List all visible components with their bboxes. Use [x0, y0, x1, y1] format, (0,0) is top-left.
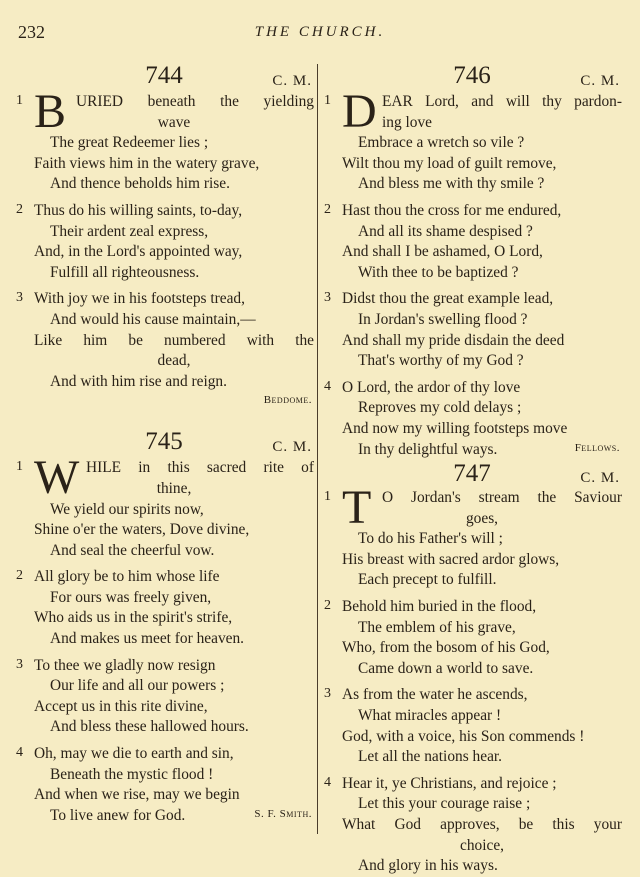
- verse-line: What miracles appear !: [358, 707, 502, 725]
- verse-line: And shall I be ashamed, O Lord,: [342, 243, 543, 261]
- verse-2: [14, 201, 314, 283]
- verse-number: 1: [324, 489, 331, 505]
- verse-line: Didst thou the great example lead,: [342, 290, 554, 308]
- verse-line: In Jordan's swelling flood ?: [358, 310, 528, 328]
- verse-line: His breast with sacred ardor glows,: [342, 550, 560, 568]
- hymn-meter: C. M.: [580, 73, 620, 89]
- verse-number: 2: [16, 201, 23, 217]
- verse-line: What God approves, be this your: [342, 816, 622, 833]
- verse-line: And would his cause maintain,—: [50, 310, 256, 328]
- hymn-author: Beddome.: [263, 394, 312, 407]
- verse-number: 3: [324, 686, 331, 702]
- verse-line-continuation: goes,: [465, 509, 499, 527]
- verse-line: Oh, may we die to earth and sin,: [34, 745, 234, 763]
- verse-3: [322, 289, 622, 371]
- verse-line: HILE in this sacred rite of: [86, 459, 314, 477]
- running-title: THE CHURCH.: [254, 24, 386, 40]
- verse-number: 2: [324, 598, 331, 614]
- verse-number: 3: [16, 290, 23, 306]
- hymn-number: 747: [453, 460, 491, 488]
- verse-line: For ours was freely given,: [50, 588, 212, 606]
- verse-line: Accept us in this rite divine,: [34, 697, 208, 715]
- verse-3: [322, 685, 622, 767]
- verse-number: 3: [324, 290, 331, 306]
- verse-line-continuation: choice,: [459, 836, 504, 854]
- verse-number: 1: [324, 93, 331, 108]
- verse-line: Beneath the mystic flood !: [50, 765, 214, 783]
- verse-line-text: In thy delightful ways.: [358, 440, 498, 458]
- verse-line: And bless these hallowed hours.: [50, 718, 249, 736]
- verse-line: [34, 806, 314, 827]
- verse-line: Each precept to fulfill.: [358, 571, 497, 589]
- verse-number: 4: [16, 745, 23, 761]
- verse-number: 2: [16, 568, 23, 584]
- verse-1: [322, 481, 622, 591]
- verse-4: [14, 744, 314, 826]
- drop-cap: W: [34, 451, 80, 505]
- verse-line: Wilt thou my load of guilt remove,: [342, 154, 557, 172]
- verse-line: The great Redeemer lies ;: [50, 134, 209, 152]
- verse-line-text: To live anew for God.: [50, 806, 186, 824]
- verse-line: And glory in his ways.: [358, 857, 498, 875]
- verse-line: Let this your courage raise ;: [358, 795, 531, 813]
- verse-4: [322, 378, 622, 460]
- page-number: 232: [18, 22, 45, 42]
- verse-line: EAR Lord, and will thy pardon-: [382, 93, 622, 110]
- verse-line: To do his Father's will ;: [358, 530, 503, 548]
- verse-line: God, with a voice, his Son commends !: [342, 727, 585, 745]
- verse-line: Fulfill all righteousness.: [50, 263, 200, 281]
- verse-line: Like him be numbered with the: [34, 331, 314, 349]
- column-divider: [317, 64, 318, 834]
- hymn-744: [14, 58, 314, 406]
- hymn-author: S. F. Smith.: [254, 807, 312, 820]
- verse-number: 4: [324, 378, 331, 394]
- hymn-author: Fellows.: [574, 441, 620, 454]
- hymn-745: [14, 424, 314, 826]
- verse-line: Shine o'er the waters, Dove divine,: [34, 521, 250, 539]
- verse-line: Their ardent zeal express,: [50, 222, 209, 240]
- page-header: [0, 22, 640, 46]
- verse-line: [342, 440, 622, 461]
- verse-4: [322, 774, 622, 877]
- verse-line: And now my willing footsteps move: [342, 419, 568, 437]
- verse-line: And bless me with thy smile ?: [358, 175, 545, 193]
- verse-number: 4: [324, 774, 331, 790]
- verse-line: URIED beneath the yielding: [76, 93, 314, 110]
- verse-line: And all its shame despised ?: [358, 222, 533, 240]
- verse-2: [322, 201, 622, 283]
- verse-2: [14, 567, 314, 649]
- verse-line: To thee we gladly now resign: [34, 656, 216, 674]
- hymn-number: 746: [453, 62, 491, 89]
- verse-line: Behold him buried in the flood,: [342, 598, 537, 616]
- verse-number: 3: [16, 656, 23, 672]
- verse-line: Embrace a wretch so vile ?: [358, 134, 525, 152]
- hymn-meter: C. M.: [580, 470, 620, 487]
- verse-line: All glory be to him whose life: [34, 568, 220, 586]
- right-column: [322, 58, 622, 877]
- verse-line: O Jordan's stream the Saviour: [382, 489, 622, 507]
- verse-line-continuation: dead,: [157, 352, 191, 370]
- verse-number: 2: [324, 201, 331, 217]
- drop-cap: B: [34, 85, 67, 138]
- hymn-747: [322, 460, 622, 877]
- verse-line: And with him rise and reign.: [50, 372, 227, 390]
- verse-line: Thus do his willing saints, to-day,: [34, 201, 243, 219]
- verse-3: [14, 656, 314, 738]
- verse-1: [322, 85, 622, 195]
- verse-line: The emblem of his grave,: [358, 618, 516, 636]
- drop-cap: D: [342, 85, 377, 138]
- hymn-746: [322, 58, 622, 460]
- verse-line: Reproves my cold delays ;: [358, 399, 522, 417]
- verse-line: And, in the Lord's appointed way,: [34, 243, 243, 261]
- verse-line: We yield our spirits now,: [50, 500, 204, 518]
- hymn-number: 745: [145, 428, 183, 456]
- left-column: [14, 58, 314, 826]
- verse-line: Who aids us in the spirit's strife,: [34, 609, 233, 627]
- verse-line: And seal the cheerful vow.: [50, 541, 215, 559]
- hymn-meter: C. M.: [272, 439, 312, 456]
- verse-line-continuation: ing love: [382, 113, 433, 131]
- verse-line: With thee to be baptized ?: [358, 263, 519, 281]
- verse-3: [14, 289, 314, 392]
- drop-cap: T: [342, 481, 372, 535]
- verse-line: Faith views him in the watery grave,: [34, 154, 260, 172]
- verse-line: Let all the nations hear.: [358, 748, 503, 766]
- verse-line: Who, from the bosom of his God,: [342, 639, 550, 657]
- verse-line: That's worthy of my God ?: [358, 352, 524, 370]
- verse-line: O Lord, the ardor of thy love: [342, 378, 521, 396]
- verse-1: [14, 85, 314, 195]
- verse-2: [322, 597, 622, 679]
- verse-number: 1: [16, 459, 23, 475]
- verse-line: Hear it, ye Christians, and rejoice ;: [342, 774, 557, 792]
- verse-line: And makes us meet for heaven.: [50, 630, 245, 648]
- verse-line: And shall my pride disdain the deed: [342, 331, 565, 349]
- verse-line: Our life and all our powers ;: [50, 677, 225, 695]
- hymn-number: 744: [145, 62, 183, 89]
- verse-line: And thence beholds him rise.: [50, 175, 230, 193]
- verse-1: [14, 451, 314, 561]
- verse-line-continuation: thine,: [156, 479, 192, 497]
- hymn-meter: C. M.: [272, 73, 312, 89]
- verse-number: 1: [16, 93, 23, 108]
- verse-line: With joy we in his footsteps tread,: [34, 290, 245, 308]
- verse-line: Hast thou the cross for me endured,: [342, 201, 562, 219]
- verse-line: As from the water he ascends,: [342, 686, 528, 704]
- verse-line-continuation: wave: [157, 113, 191, 131]
- verse-line: And when we rise, may we begin: [34, 786, 240, 804]
- verse-line: Came down a world to save.: [358, 659, 534, 677]
